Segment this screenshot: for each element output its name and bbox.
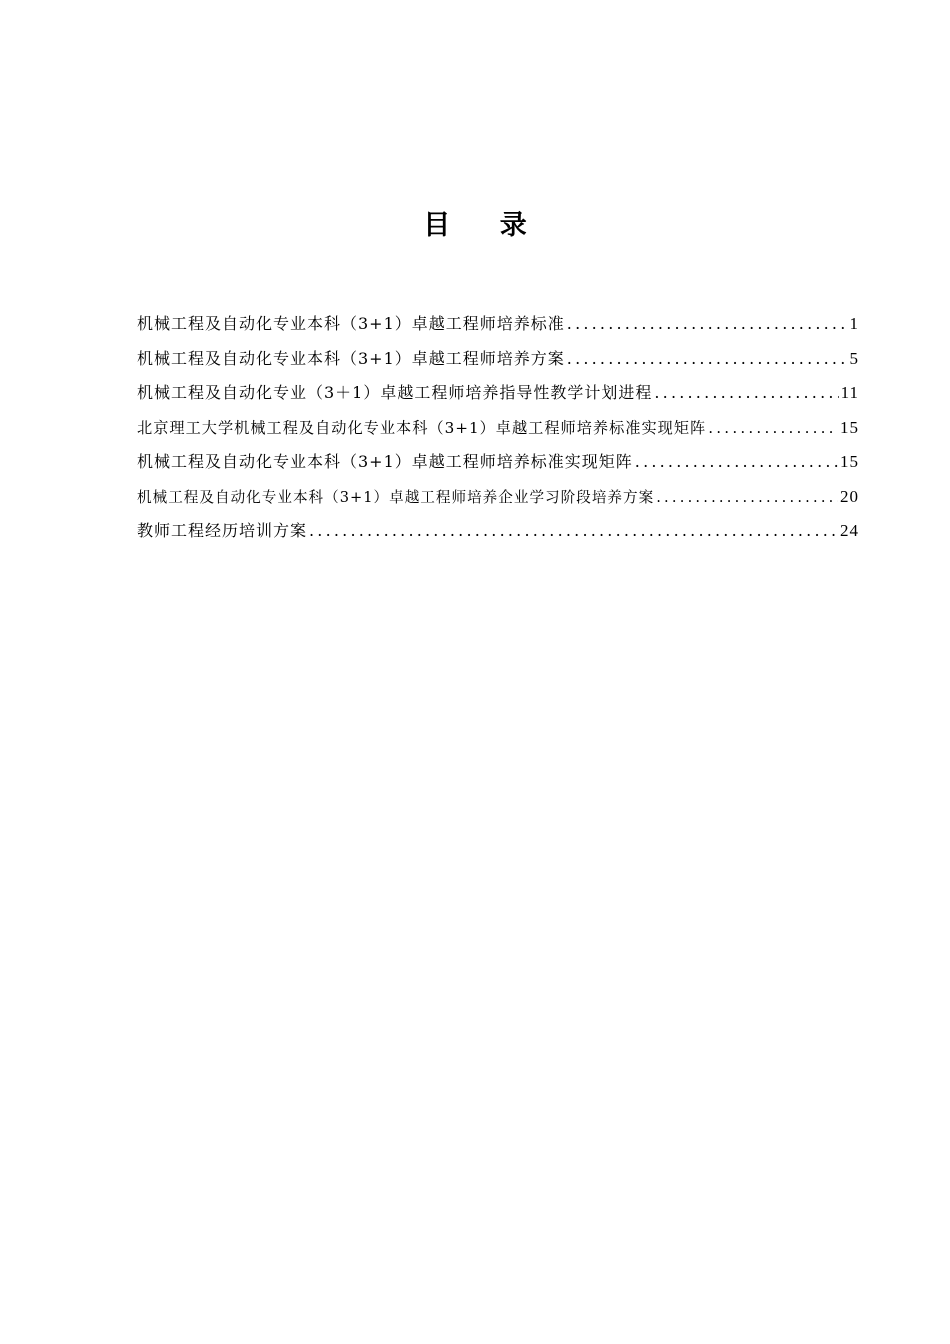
- toc-leader-dots: [567, 345, 848, 373]
- toc-entry-page: 1: [849, 314, 859, 333]
- toc-entry[interactable]: [137, 379, 859, 414]
- toc-leader-dots: [567, 310, 848, 338]
- toc-entry[interactable]: [137, 483, 859, 518]
- toc-entry-text: 机械工程及自动化专业本科（3+1）卓越工程师培养企业学习阶段培养方案: [137, 488, 655, 506]
- toc-entry-page: 15: [840, 452, 859, 471]
- toc-entry[interactable]: [137, 517, 859, 552]
- toc-entry[interactable]: [137, 414, 859, 449]
- toc-leader-dots: [635, 448, 838, 476]
- toc-list: [137, 310, 859, 552]
- toc-leader-dots: [654, 379, 838, 407]
- toc-entry-page: 20: [840, 486, 859, 506]
- toc-entry-text: 教师工程经历培训方案: [137, 521, 308, 540]
- toc-entry-page: 15: [840, 417, 859, 437]
- toc-entry-text: 北京理工大学机械工程及自动化专业本科（3+1）卓越工程师培养标准实现矩阵: [137, 418, 707, 437]
- toc-entry-page: 5: [849, 348, 859, 368]
- toc-entry-page: 11: [840, 383, 859, 402]
- toc-entry-text: 机械工程及自动化专业本科（3+1）卓越工程师培养方案: [137, 348, 565, 368]
- toc-entry[interactable]: [137, 345, 859, 380]
- toc-entry-page: 24: [840, 521, 859, 540]
- toc-entry[interactable]: [137, 310, 859, 345]
- toc-title: 目 录: [423, 210, 547, 241]
- toc-leader-dots: [708, 414, 838, 442]
- toc-entry-text: 机械工程及自动化专业本科（3+1）卓越工程师培养标准实现矩阵: [137, 452, 633, 471]
- toc-entry[interactable]: [137, 448, 859, 483]
- toc-entry-text: 机械工程及自动化专业本科（3+1）卓越工程师培养标准: [137, 314, 565, 333]
- toc-leader-dots: [656, 484, 838, 512]
- toc-leader-dots: [309, 517, 838, 545]
- toc-entry-text: 机械工程及自动化专业（3＋1）卓越工程师培养指导性教学计划进程: [137, 383, 653, 402]
